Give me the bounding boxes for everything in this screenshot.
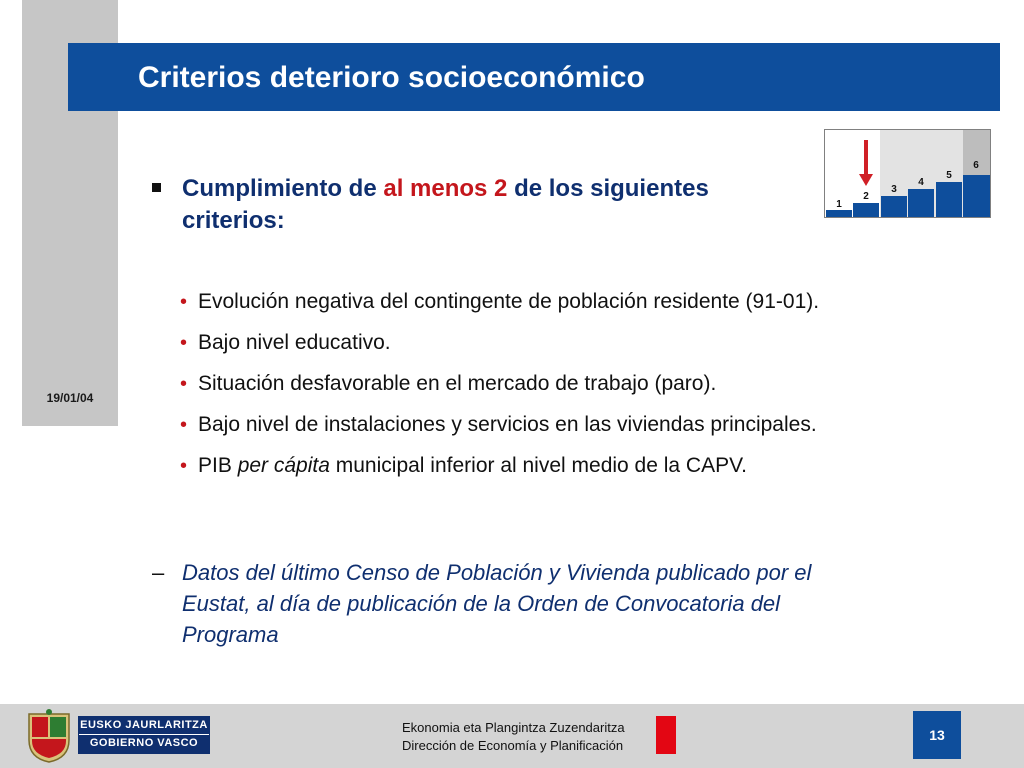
- square-bullet-icon: [152, 183, 161, 192]
- step-bar-2: [853, 203, 879, 217]
- bullet-dot-icon: •: [180, 373, 188, 395]
- criterion-item: [180, 325, 1000, 366]
- step-bar-4: [908, 189, 934, 217]
- steps-graphic: [825, 130, 990, 217]
- department-basque: Ekonomia eta Plangintza Zuzendaritza: [402, 720, 625, 735]
- bullet-dot-icon: •: [180, 291, 188, 313]
- slide-title: Criterios deterioro socioeconómico: [138, 61, 645, 94]
- logo-line-spanish: GOBIERNO VASCO: [79, 734, 209, 752]
- steps-diagram: [824, 129, 991, 218]
- criterion-text: Bajo nivel de instalaciones y servicios en las viviendas principales.: [198, 413, 817, 436]
- page-number: 13: [913, 711, 961, 759]
- source-note-text: Datos del último Censo de Población y Vivienda publicado por el Eustat, al día de publicación de la Orden de Convocatoria del Programa: [182, 560, 812, 647]
- step-label-3: 3: [891, 184, 897, 195]
- side-date: 19/01/04: [46, 391, 94, 405]
- step-bar-6: [963, 175, 990, 217]
- step-label-6: 6: [973, 160, 979, 171]
- criteria-list: [180, 284, 1000, 489]
- red-accent-block: [656, 716, 676, 754]
- government-logo: [78, 716, 210, 754]
- dash-bullet-icon: –: [152, 560, 165, 585]
- main-bullet-suffix: de los siguientes criterios:: [182, 175, 709, 234]
- logo-line-basque: EUSKO JAURLARITZA: [80, 719, 208, 731]
- step-label-2: 2: [863, 191, 869, 202]
- bullet-dot-icon: •: [180, 455, 188, 477]
- criterion-text-post: municipal inferior al nivel medio de la CAPV.: [329, 454, 748, 477]
- criterion-text: Bajo nivel educativo.: [198, 331, 391, 354]
- main-bullet-prefix: Cumplimiento de: [182, 175, 384, 202]
- coat-of-arms-icon: [24, 708, 74, 764]
- department-name: [402, 719, 625, 755]
- step-bar-1: [826, 210, 852, 217]
- main-bullet: [152, 173, 712, 237]
- main-bullet-text: [182, 173, 712, 237]
- step-label-5: 5: [946, 170, 952, 181]
- bullet-dot-icon: •: [180, 414, 188, 436]
- bullet-dot-icon: •: [180, 332, 188, 354]
- step-label-4: 4: [918, 177, 924, 188]
- criterion-text-pre: PIB: [198, 454, 238, 477]
- criterion-item: [180, 448, 1000, 489]
- source-note: [152, 557, 872, 650]
- criterion-text: Evolución negativa del contingente de población residente (91-01).: [198, 290, 820, 313]
- criterion-item: [180, 407, 1000, 448]
- main-bullet-highlight: al menos 2: [383, 175, 508, 202]
- step-bar-3: [881, 196, 907, 217]
- criterion-text: Situación desfavorable en el mercado de trabajo (paro).: [198, 372, 717, 395]
- criterion-item: [180, 284, 1000, 325]
- criterion-item: [180, 366, 1000, 407]
- criterion-text-italic: per cápita: [237, 454, 330, 477]
- step-label-1: 1: [836, 199, 842, 210]
- department-spanish: Dirección de Economía y Planificación: [402, 738, 624, 753]
- step-bar-5: [936, 182, 962, 217]
